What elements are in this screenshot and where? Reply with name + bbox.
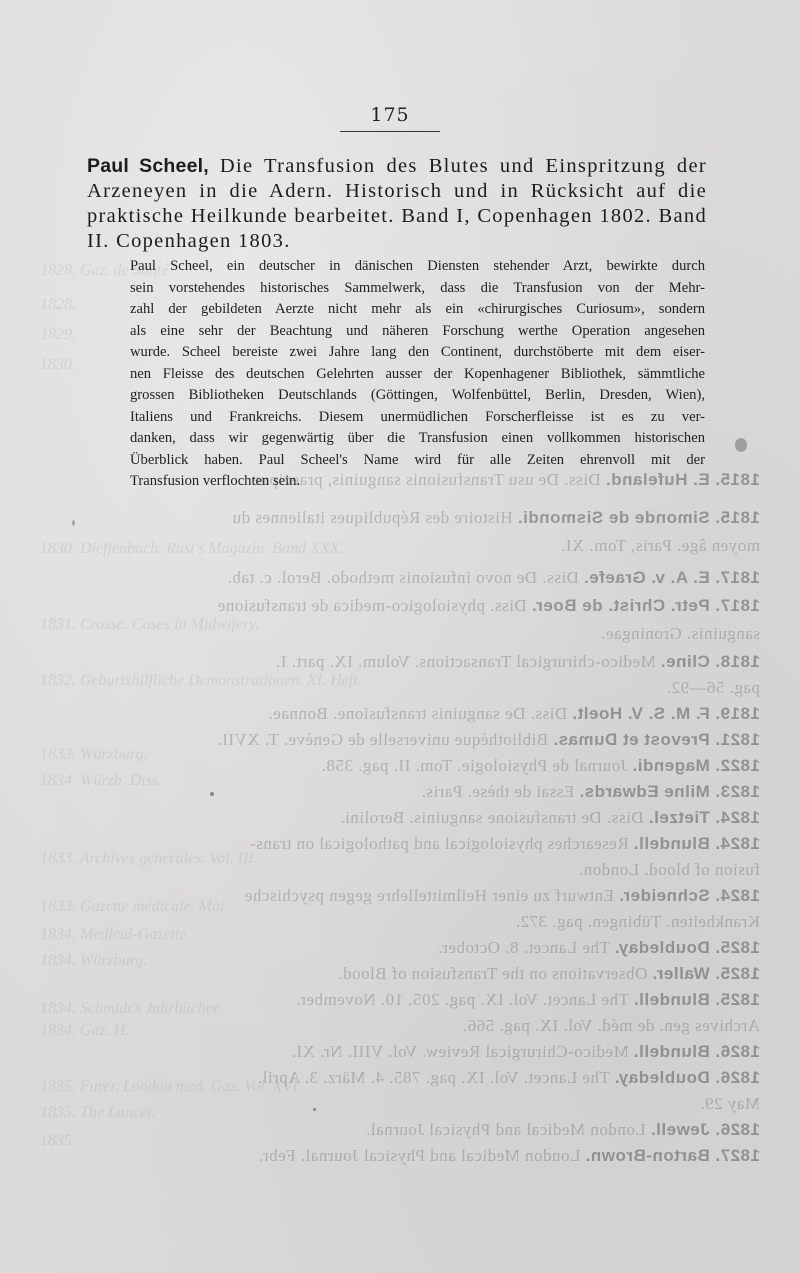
commentary-line: Paul Scheel, ein deutscher in dänischen Diensten stehender Arzt, bewirkte durch [130, 258, 705, 274]
commentary-line: Überblick haben. Paul Scheel's Name wird für alle Zeiten ehrenvoll mit der [130, 451, 705, 468]
ink-speck [210, 792, 214, 796]
ink-speck [735, 438, 747, 452]
page-number: 175 [370, 104, 410, 126]
bleed-through-texture: 1815. E. Hufeland. Diss. De usu Transfusionis sanguinis, praecipue 1815. Simonde de Sismondi. Histoire des Républiques italiennes du moyen âge. Paris, Tom. XI. 1817. E. A. v. Graefe. Diss. De novo infusionis methodo. Berol. c. tab. 1817. Petr. Christ. de Boer. Diss. physiologico-medica de transfusione sanguinis. Groningae. 1818. Cline. Medico-chirurgical Transactions. Volum. IX. part. I. pag. 56—92. 1819. F. M. S. V. Hoelt. Diss. De sanguinis transfusione. Bonnae. 1821. Prevost et Dumas. Bibliothèque universelle de Genève. T. XVII. 1822. Magendi. Journal de Physiologie. Tom. II. pag. 358. 1823. Milne Edwards. Essai de thèse. Paris. 1824. Tietzel. Diss. De transfusione sanguinis. Berolini. 1824. Blundell. Researches physiological and pathological on trans- fusion of blood. London. 1824. Schneider. Entwurf zu einer Heilmittellehre gegen psychische Krankheiten. Tübingen. pag. 372. 1825. Doubleday. The Lancet. 8. October. 1825. Waller. Observations on the Transfusion of Blood. 1825. Blundell. The Lancet. Vol. IX. pag. 205. 10. November. Archives gen. de méd. Vol. IX. pag. 566. 1826. Blundell. Medico-Chirurgical Review. Vol. VIII. Nr. XI. 1826. Doubleday. The Lancet. Vol. IX. pag. 785. 4. März. 3. April. May 29. 1826. Jewell. London Medical and Physical Journal. 1827. Barton-Brown. London Medical and Physical Journal. Febr. 1828. Gaz. de Santé 1828. 1829. 1830. 1830. Dieffenbach. Rust's Magazin. Band XXX. 1831. Crosse. Cases in Midwifery. 1832. Geburtshilfliche Demonstrationen. XI. Heft. 1833. Würzburg. 1834. Würzb. Diss. 1833. Archives générales. Vol. III. 1833. Gazette médicale. Mai. 1834. Medical-Gazette. 1834. Würzburg. 1834. Schmidt's Jahrbücher. 1834. Gaz. H. 1835. Furer. London med. Gaz. Vol. XVI. 1835. The Lancet. 1835. [40, 262, 760, 1165]
commentary-line: Italiens und Frankreichs. Diesem unermüdlichen Forscherfleisse ist es zu ver- [130, 408, 705, 425]
commentary-line: nen Fleisse des deutschen Gelehrten ausser der Kopenhagener Bibliothek, sämmtliche [130, 365, 705, 382]
commentary-line: danken, dass wir gegenwärtig über die Transfusion einen vollkommen historischen [130, 430, 705, 446]
entry-author: Paul Scheel, [87, 155, 209, 177]
ink-speck [313, 1108, 316, 1111]
bibliography-entry-heading [87, 154, 707, 254]
commentary-line: grossen Bibliotheken Deutschlands (Göttingen, Wolfenbüttel, Berlin, Dresden, Wien), [130, 387, 705, 403]
commentary-line: sein vorstehendes historisches Sammelwerk, dass die Transfusion von der Mehr- [130, 279, 705, 296]
entry-commentary [130, 256, 705, 493]
commentary-line: zahl der gebildeten Aerzte nicht mehr als ein «chirurgisches Curiosum», sondern [130, 301, 705, 317]
page-number-rule [340, 131, 440, 132]
commentary-line: wurde. Scheel bereiste zwei Jahre lang den Continent, durchstöberte mit dem eiser- [130, 344, 705, 360]
commentary-line: als eine sehr der Beachtung und näheren Forschung werthe Operation angesehen [130, 322, 705, 339]
entry-title-text: Die Transfusion des Blutes und Einspritzung der Arzeneyen in die Adern. Historisch und in Rücksicht auf die praktische Heilkunde bearbeitet. Band I, Copenhagen 1802. Band II. Copenhagen 1803. [87, 155, 707, 252]
commentary-line: Transfusion verflochten sein. [130, 473, 301, 489]
ink-speck [72, 520, 75, 526]
